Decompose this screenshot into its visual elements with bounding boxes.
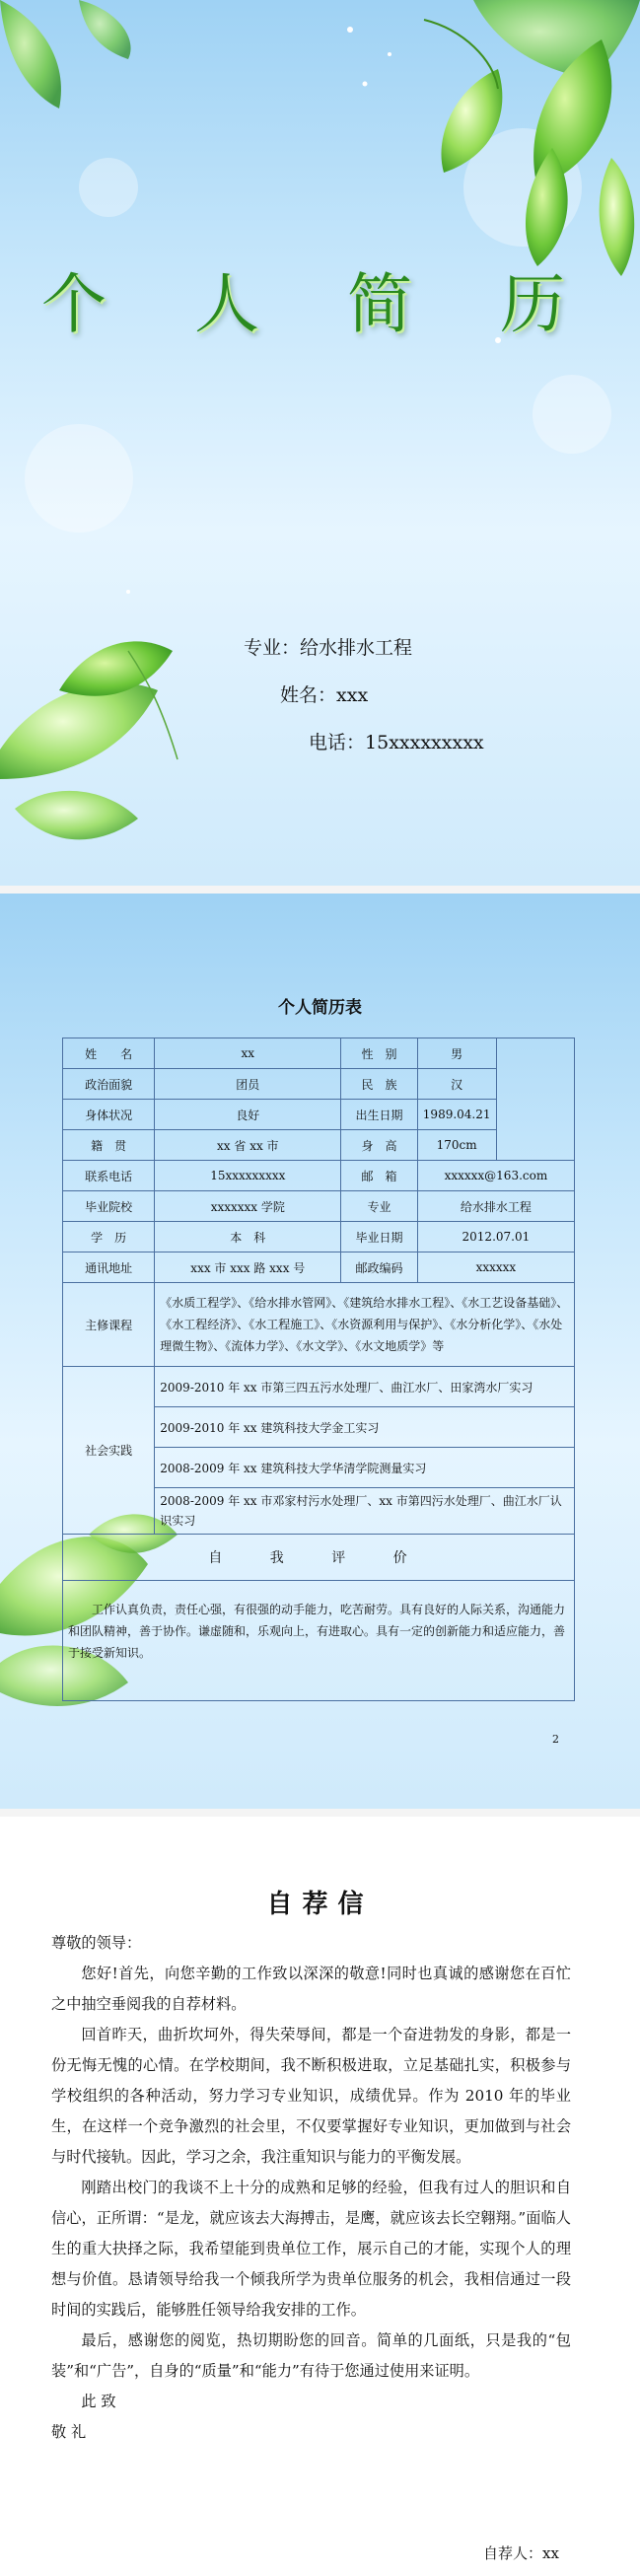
- major-value: 给水排水工程: [417, 1191, 574, 1222]
- political-value: 团员: [155, 1069, 341, 1100]
- cover-major-value: 给水排水工程: [300, 637, 413, 659]
- gender-label: 性 别: [341, 1038, 418, 1069]
- ethnicity-label: 民 族: [341, 1069, 418, 1100]
- degree-label: 学 历: [63, 1222, 155, 1252]
- grad-label: 毕业日期: [341, 1222, 418, 1252]
- birth-label: 出生日期: [341, 1100, 418, 1130]
- table-row: [63, 1222, 575, 1252]
- table-row: [63, 1252, 575, 1283]
- table-row: [63, 1191, 575, 1222]
- page-number: 2: [552, 1733, 559, 1746]
- practice-item: 2009-2010 年 xx 市第三四五污水处理厂、曲江水厂、田家湾水厂实习: [155, 1367, 575, 1407]
- height-value: 170cm: [417, 1130, 496, 1161]
- address-value: xxx 市 xxx 路 xxx 号: [155, 1252, 341, 1283]
- letter-salutation: 尊敬的领导：: [51, 1934, 142, 1952]
- table-row: [63, 1535, 575, 1581]
- letter-paragraph: 刚踏出校门的我谈不上十分的成熟和足够的经验，但我有过人的胆识和自信心，正所谓：“是龙，就应该去大海搏击，是鹰，就应该去长空翱翔。”面临人生的重大抉择之际，我希望能到贵单位工作，展示自己的才能，实现个人的理想与价值。恳请领导给我一个倾我所学为贵单位服务的机会，我相信通过一段时间的实践后，能够胜任领导给我安排的工作。: [51, 2179, 571, 2319]
- letter-paragraph: 您好!首先，向您辛勤的工作致以深深的敬意!同时也真诚的感谢您在百忙之中抽空垂阅我的自荐材料。: [51, 1965, 571, 2013]
- email-value: xxxxxx@163.com: [417, 1161, 574, 1191]
- eval-text: 工作认真负责，责任心强，有很强的动手能力，吃苦耐劳。具有良好的人际关系，沟通能力和团队精神，善于协作。谦虚随和，乐观向上，有进取心。具有一定的创新能力和适应能力，善于接受新知识。: [63, 1581, 575, 1701]
- cover-name-value: xxx: [336, 684, 369, 706]
- resume-title: 个人简历表: [278, 998, 362, 1018]
- political-label: 政治面貌: [63, 1069, 155, 1100]
- birth-value: 1989.04.21: [417, 1100, 496, 1130]
- health-label: 身体状况: [63, 1100, 155, 1130]
- height-label: 身 高: [341, 1130, 418, 1161]
- resume-table: [62, 1038, 575, 1701]
- letter-body: [51, 1928, 571, 2448]
- table-row: [63, 1367, 575, 1407]
- practice-item: 2008-2009 年 xx 市邓家村污水处理厂、xx 市第四污水处理厂、曲江水厂认识实习: [155, 1488, 575, 1535]
- letter-paragraph: 最后，感谢您的阅览，热切期盼您的回音。简单的几面纸，只是我的“包装”和“广告”，自身的“质量”和“能力”有待于您通过使用来证明。: [51, 2331, 571, 2380]
- major-label: 专业: [341, 1191, 418, 1222]
- ethnicity-value: 汉: [417, 1069, 496, 1100]
- name-value: xx: [155, 1038, 341, 1069]
- origin-label: 籍 贯: [63, 1130, 155, 1161]
- table-row: [63, 1283, 575, 1367]
- cover-name: [280, 680, 368, 707]
- gender-value: 男: [417, 1038, 496, 1069]
- cover-phone: [309, 728, 484, 754]
- origin-value: xx 省 xx 市: [155, 1130, 341, 1161]
- cover-name-label: 姓名：: [280, 684, 337, 706]
- cover-title: 个 人 简 历: [41, 266, 599, 342]
- school-value: xxxxxxx 学院: [155, 1191, 341, 1222]
- cover-phone-label: 电话：: [309, 732, 366, 753]
- address-label: 通讯地址: [63, 1252, 155, 1283]
- photo-cell: [496, 1038, 574, 1161]
- courses-value: 《水质工程学》、《给水排水管网》、《建筑给水排水工程》、《水工艺设备基础》、《水工程经济》、《水工程施工》、《水资源利用与保护》、《水分析化学》、《水处理微生物》、《流体力学》、《水文学》、《水文地质学》等: [155, 1283, 575, 1367]
- cover-major: [244, 633, 412, 660]
- practice-label: 社会实践: [63, 1367, 155, 1535]
- letter-signature: 自荐人：xx: [483, 2544, 559, 2562]
- table-row: [63, 1038, 575, 1069]
- school-label: 毕业院校: [63, 1191, 155, 1222]
- letter-closing: 敬 礼: [51, 2423, 87, 2441]
- email-label: 邮 箱: [341, 1161, 418, 1191]
- zip-label: 邮政编码: [341, 1252, 418, 1283]
- cover-phone-value: 15xxxxxxxxx: [365, 732, 484, 753]
- degree-value: 本 科: [155, 1222, 341, 1252]
- cover-major-label: 专业：: [244, 637, 301, 659]
- letter-title: 自荐信: [266, 1890, 374, 1919]
- phone-label: 联系电话: [63, 1161, 155, 1191]
- grad-value: 2012.07.01: [417, 1222, 574, 1252]
- health-value: 良好: [155, 1100, 341, 1130]
- eval-heading: 自 我 评 价: [63, 1535, 575, 1581]
- courses-label: 主修课程: [63, 1283, 155, 1367]
- name-label: 姓 名: [63, 1038, 155, 1069]
- cover-page: [0, 0, 640, 886]
- practice-item: 2008-2009 年 xx 建筑科技大学华清学院测量实习: [155, 1448, 575, 1488]
- letter-paragraph: 回首昨天，曲折坎坷外，得失荣辱间，都是一个奋进勃发的身影，都是一份无悔无愧的心情。在学校期间，我不断积极进取，立足基础扎实，积极参与学校组织的各种活动，努力学习专业知识，成绩优异。作为 2010 年的毕业生，在这样一个竞争激烈的社会里，不仅要掌握好专业知识，更加做到与社会与时代接轨。因此，学习之余，我注重知识与能力的平衡发展。: [51, 2026, 571, 2166]
- letter-closing: 此 致: [81, 2393, 116, 2410]
- table-row: [63, 1161, 575, 1191]
- phone-value: 15xxxxxxxxx: [155, 1161, 341, 1191]
- table-row: [63, 1581, 575, 1701]
- practice-item: 2009-2010 年 xx 建筑科技大学金工实习: [155, 1407, 575, 1448]
- zip-value: xxxxxx: [417, 1252, 574, 1283]
